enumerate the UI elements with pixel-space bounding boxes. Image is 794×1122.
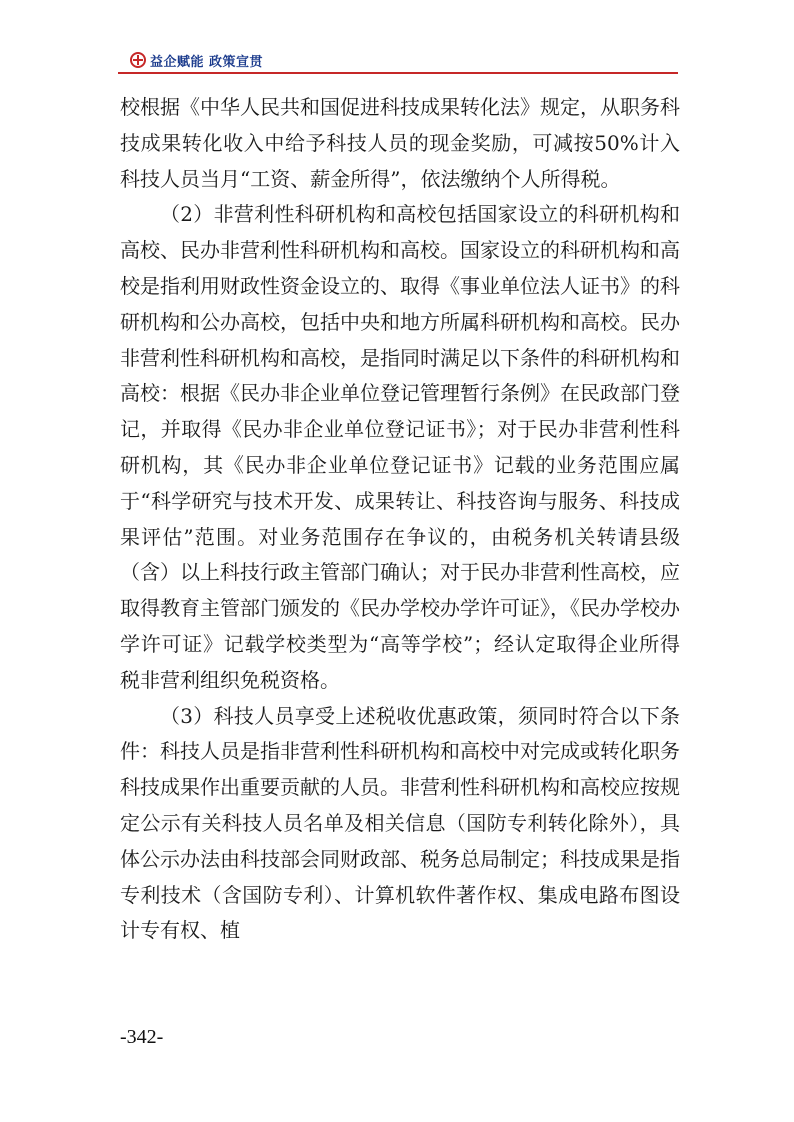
paragraph-continuation: 校根据《中华人民共和国促进科技成果转化法》规定，从职务科技成果转化收入中给予科技人员的现金奖励，可减按50%计入科技人员当月“工资、薪金所得”，依法缴纳个人所得税。: [120, 95, 680, 191]
page-number: -342-: [120, 1026, 164, 1048]
brand-title: 益企赋能 政策宣贯: [150, 55, 264, 70]
header-divider: [118, 72, 678, 74]
paragraph-item-2: （2）非营利性科研机构和高校包括国家设立的科研机构和高校、民办非营利性科研机构和高校。国家设立的科研机构和高校是指利用财政性资金设立的、取得《事业单位法人证书》的科研机构和公办高校，包括中央和地方所属科研机构和高校。民办非营利性科研机构和高校，是指同时满足以下条件的科研机构和高校：根据《民办非企业单位登记管理暂行条例》在民政部门登记，并取得《民办非企业单位登记证书》；对于民办非营利性科研机构，其《民办非企业单位登记证书》记载的业务范围应属于“科学研究与技术开发、成果转让、科技咨询与服务、科技成果评估”范围。对业务范围存在争议的，由税务机关转请县级（含）以上科技行政主管部门确认；对于民办非营利性高校，应取得教育主管部门颁发的《民办学校办学许可证》，《民办学校办学许可证》记载学校类型为“高等学校”；经认定取得企业所得税非营利组织免税资格。: [120, 202, 680, 692]
paragraph-item-3: （3）科技人员享受上述税收优惠政策，须同时符合以下条件：科技人员是指非营利性科研机构和高校中对完成或转化职务科技成果作出重要贡献的人员。非营利性科研机构和高校应按规定公示有关科技人员名单及相关信息（国防专利转化除外），具体公示办法由科技部会同财政部、税务总局制定；科技成果是指专利技术（含国防专利）、计算机软件著作权、集成电路布图设计专有权、植: [120, 703, 680, 943]
page-header: [118, 50, 678, 74]
circle-cross-icon: [130, 52, 146, 68]
document-body: [120, 90, 680, 949]
